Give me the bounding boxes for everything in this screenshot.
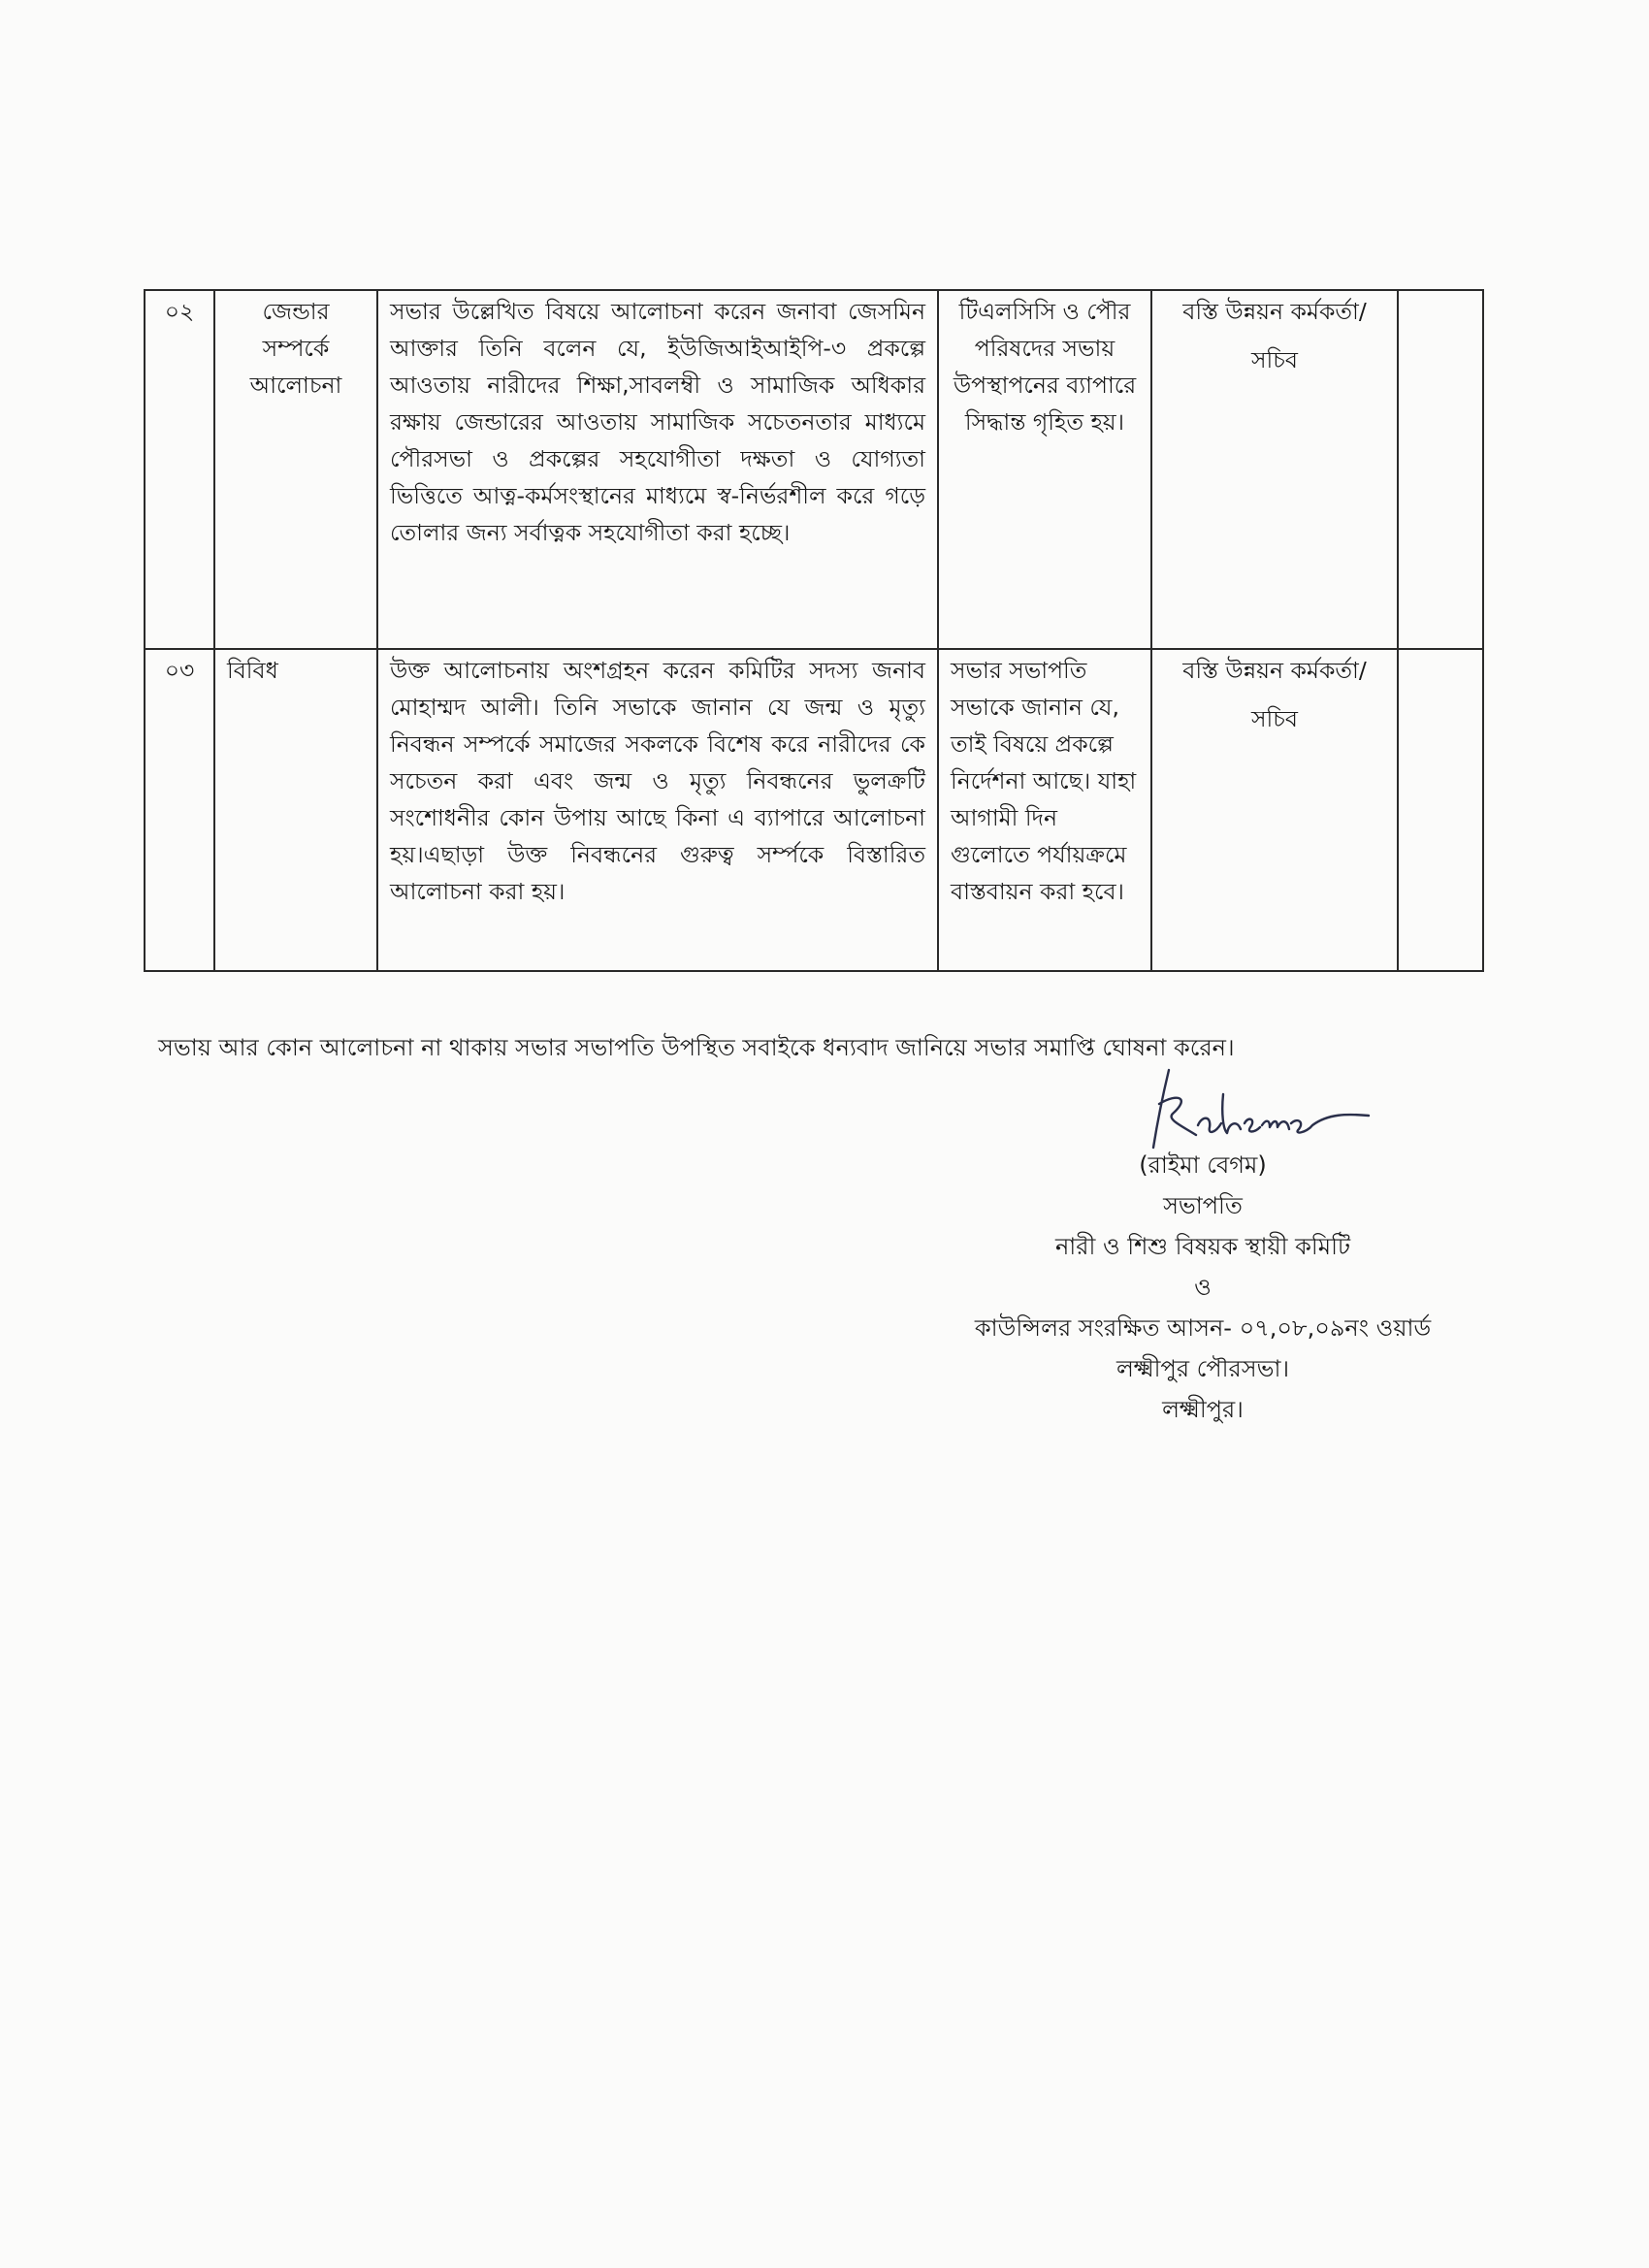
signatory-seat: কাউন্সিলর সংরক্ষিত আসন- ০৭,০৮,০৯নং ওয়ার্ড [974, 1314, 1432, 1342]
row-responsible [1151, 290, 1398, 649]
row-serial: ০৩ [145, 649, 214, 971]
signatory-committee: নারী ও শিশু বিষয়ক স্থায়ী কমিটি [1054, 1233, 1351, 1260]
row-decision: সভার সভাপতি সভাকে জানান যে, তাই বিষয়ে প্রকল্পে নির্দেশনা আছে। যাহা আগামী দিন গুলোতে পর্যায়ক্রমে বাস্তবায়ন করা হবে। [938, 649, 1151, 971]
table-row [145, 290, 1483, 649]
minutes-table [144, 289, 1484, 972]
row-discussion: উক্ত আলোচনায় অংশগ্রহন করেন কমিটির সদস্য জনাব মোহাম্মদ আলী। তিনি সভাকে জানান যে জন্ম ও মৃত্যু নিবন্ধন সম্পর্কে সমাজের সকলকে বিশেষ করে নারীদের কে সচেতন করা এবং জন্ম ও মৃত্যু নিবন্ধনের ভুলক্রটি সংশোধনীর কোন উপায় আছে কিনা এ ব্যাপারে আলোচনা হয়।এছাড়া উক্ত নিবন্ধনের গুরুত্ব সর্ম্পকে বিস্তারিত আলোচনা করা হয়। [377, 649, 938, 971]
signatory-conjunction: ও [1194, 1274, 1212, 1301]
signatory-name: (রাইমা বেগম) [1139, 1151, 1267, 1179]
row-serial: ০২ [145, 290, 214, 649]
signature-block [912, 1145, 1494, 1430]
table-row [145, 649, 1483, 971]
row-responsible [1151, 649, 1398, 971]
row-decision-text: টিএলসিসি ও পৌর পরিষদের সভায় উপস্থাপনের ব্যাপারে সিদ্ধান্ত গৃহিত হয়। [953, 298, 1137, 436]
row-blank-cell [1398, 649, 1483, 971]
signatory-place: লক্ষ্মীপুর। [1162, 1396, 1244, 1423]
row-blank-cell [1398, 290, 1483, 649]
signatory-municipality: লক্ষ্মীপুর পৌরসভা। [1116, 1355, 1290, 1382]
row-responsible-secretary: সচিব [1250, 346, 1298, 373]
row-decision [938, 290, 1151, 649]
handwritten-signature [1140, 1065, 1373, 1157]
closing-remarks: সভায় আর কোন আলোচনা না থাকায় সভার সভাপতি উপস্থিত সবাইকে ধন্যবাদ জানিয়ে সভার সমাপ্তি ঘোষনা করেন। [158, 1034, 1235, 1061]
row-topic: বিবিধ [214, 649, 377, 971]
row-responsible-officer: বস্তি উন্নয়ন কর্মকর্তা/ [1182, 298, 1367, 325]
row-discussion: সভার উল্লেখিত বিষয়ে আলোচনা করেন জনাবা জেসমিন আক্তার তিনি বলেন যে, ইউজিআইআইপি-৩ প্রকল্পে আওতায় নারীদের শিক্ষা,সাবলম্বী ও সামাজিক অধিকার রক্ষায় জেন্ডারের আওতায় সামাজিক সচেতনতার মাধ্যমে পৌরসভা ও প্রকল্পের সহযোগীতা দক্ষতা ও যোগ্যতা ভিত্তিতে আত্ন-কর্মসংস্থানের মাধ্যমে স্ব-নির্ভরশীল করে গড়ে তোলার জন্য সর্বাত্নক সহযোগীতা করা হচ্ছে। [377, 290, 938, 649]
row-topic: জেন্ডার সম্পর্কে আলোচনা [214, 290, 377, 649]
row-responsible-secretary: সচিব [1250, 705, 1298, 732]
signatory-title: সভাপতি [1163, 1192, 1243, 1219]
row-responsible-officer: বস্তি উন্নয়ন কর্মকর্তা/ [1182, 657, 1367, 684]
